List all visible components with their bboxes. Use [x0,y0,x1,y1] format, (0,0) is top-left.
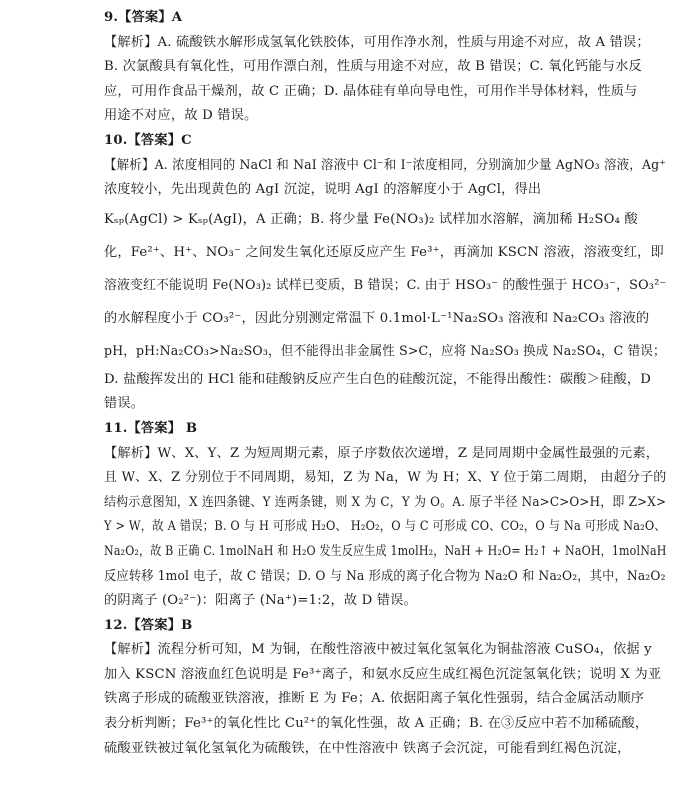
text-line: 应，可用作食品干燥剂，故 C 正确；D. 晶体硅有单向导电性，可用作半导体材料，性质与 [104,83,638,99]
answer-heading-11: 11.【答案】 B [104,420,198,436]
answer-heading-12: 12.【答案】B [104,617,193,633]
answer-heading-10: 10.【答案】C [104,132,192,148]
formula-line: 化，Fe²⁺、H⁺、NO₃⁻ 之间发生氧化还原反应产生 Fe³⁺，再滴加 KSCN 溶液，溶液变红，即 [104,244,664,260]
text-line: 错误。 [104,396,145,412]
text-line: 【解析】A. 硫酸铁水解形成氢氧化铁胶体，可用作净水剂，性质与用途不对应，故 A 错误； [104,34,650,50]
text-line: B. 次氯酸具有氧化性，可用作漂白剂，性质与用途不对应，故 B 错误；C. 氧化钙能与水反 [104,59,642,75]
formula-line: 的水解程度小于 CO₃²⁻，因此分别测定常温下 0.1mol·L⁻¹Na₂SO₃ 溶液和 Na₂CO₃ 溶液的 [104,310,650,326]
formula-line: 溶液变红不能说明 Fe(NO₃)₂ 试样已变质，B 错误；C. 由于 HSO₃⁻ 的酸性强于 HCO₃⁻，SO₃²⁻ [104,277,667,293]
text-line: 且 W、X、Z 分别位于不同周期，易知，Z 为 Na，W 为 H；X、Y 位于第二周期， 由超分子的 [104,470,667,486]
text-line: 加入 KSCN 溶液血红色说明是 Fe³⁺离子，和氨水反应生成红褐色沉淀氢氧化铁；说明 X 为亚 [104,666,662,682]
text-line: 铁离子形成的硫酸亚铁溶液，推断 E 为 Fe；A. 依据阳离子氧化性强弱，结合金属活动顺序 [104,691,645,707]
text-line: 浓度较小，先出现黄色的 AgI 沉淀，说明 AgI 的溶解度小于 AgCl，得出 [104,182,542,198]
formula-line: pH，pH:Na₂CO₃>Na₂SO₃，但不能得出非金属性 S>C，应将 Na₂SO₃ 换成 Na₂SO₄，C 错误； [104,343,666,359]
text-line: D. 盐酸挥发出的 HCl 能和硅酸钠反应产生白色的硅酸沉淀，不能得出酸性：碳酸＞硅酸，D [104,371,651,387]
answer-heading-9: 9.【答案】A [104,10,183,25]
text-line: Na₂O₂，故 B 正确 C. 1molNaH 和 H₂O 发生反应生成 1molH₂，NaH + H₂O= H₂↑ + NaOH，1molNaH [104,543,667,559]
text-line: 的阴离子 (O₂²⁻)：阳离子 (Na⁺)=1:2，故 D 错误。 [104,593,417,609]
text-line: 【解析】流程分析可知，M 为铜，在酸性溶液中被过氧化氢氧化为铜盐溶液 CuSO₄，依据 y [104,642,652,658]
text-line: 硫酸亚铁被过氧化氢氧化为硫酸铁，在中性溶液中 铁离子会沉淀，可能看到红褐色沉淀， [104,740,631,756]
text-line: 【解析】W、X、Y、Z 为短周期元素，原子序数依次递增，Z 是同周期中金属性最强的元素， [104,445,660,461]
formula-line: Kₛₚ(AgCl) > Kₛₚ(AgI)，A 正确；B. 将少量 Fe(NO₃)₂ 试样加水溶解，滴加稀 H₂SO₄ 酸 [104,211,638,227]
text-line: 【解析】A. 浓度相同的 NaCl 和 NaI 溶液中 Cl⁻和 I⁻浓度相同，分别滴加少量 AgNO₃ 溶液，Ag⁺ [104,157,667,173]
text-line: 表分析判断；Fe³⁺的氧化性比 Cu²⁺的氧化性强，故 A 正确；B. 在③反应中若不加稀硫酸， [104,716,649,732]
text-line: Y > W，故 A 错误；B. O 与 H 可形成 H₂O、 H₂O₂，O 与 C 可形成 CO、CO₂，O 与 Na 可形成 Na₂O、 [104,519,666,535]
text-line: 结构示意图知，X 连四条键、Y 连两条键，则 X 为 C，Y 为 O。A. 原子半径 Na>C>O>H，即 Z>X> [104,494,667,510]
text-line: 反应转移 1mol 电子，故 C 错误；D. O 与 Na 形成的离子化合物为 Na₂O 和 Na₂O₂，其中，Na₂O₂ [104,568,666,584]
text-line: 用途不对应，故 D 错误。 [104,108,258,124]
